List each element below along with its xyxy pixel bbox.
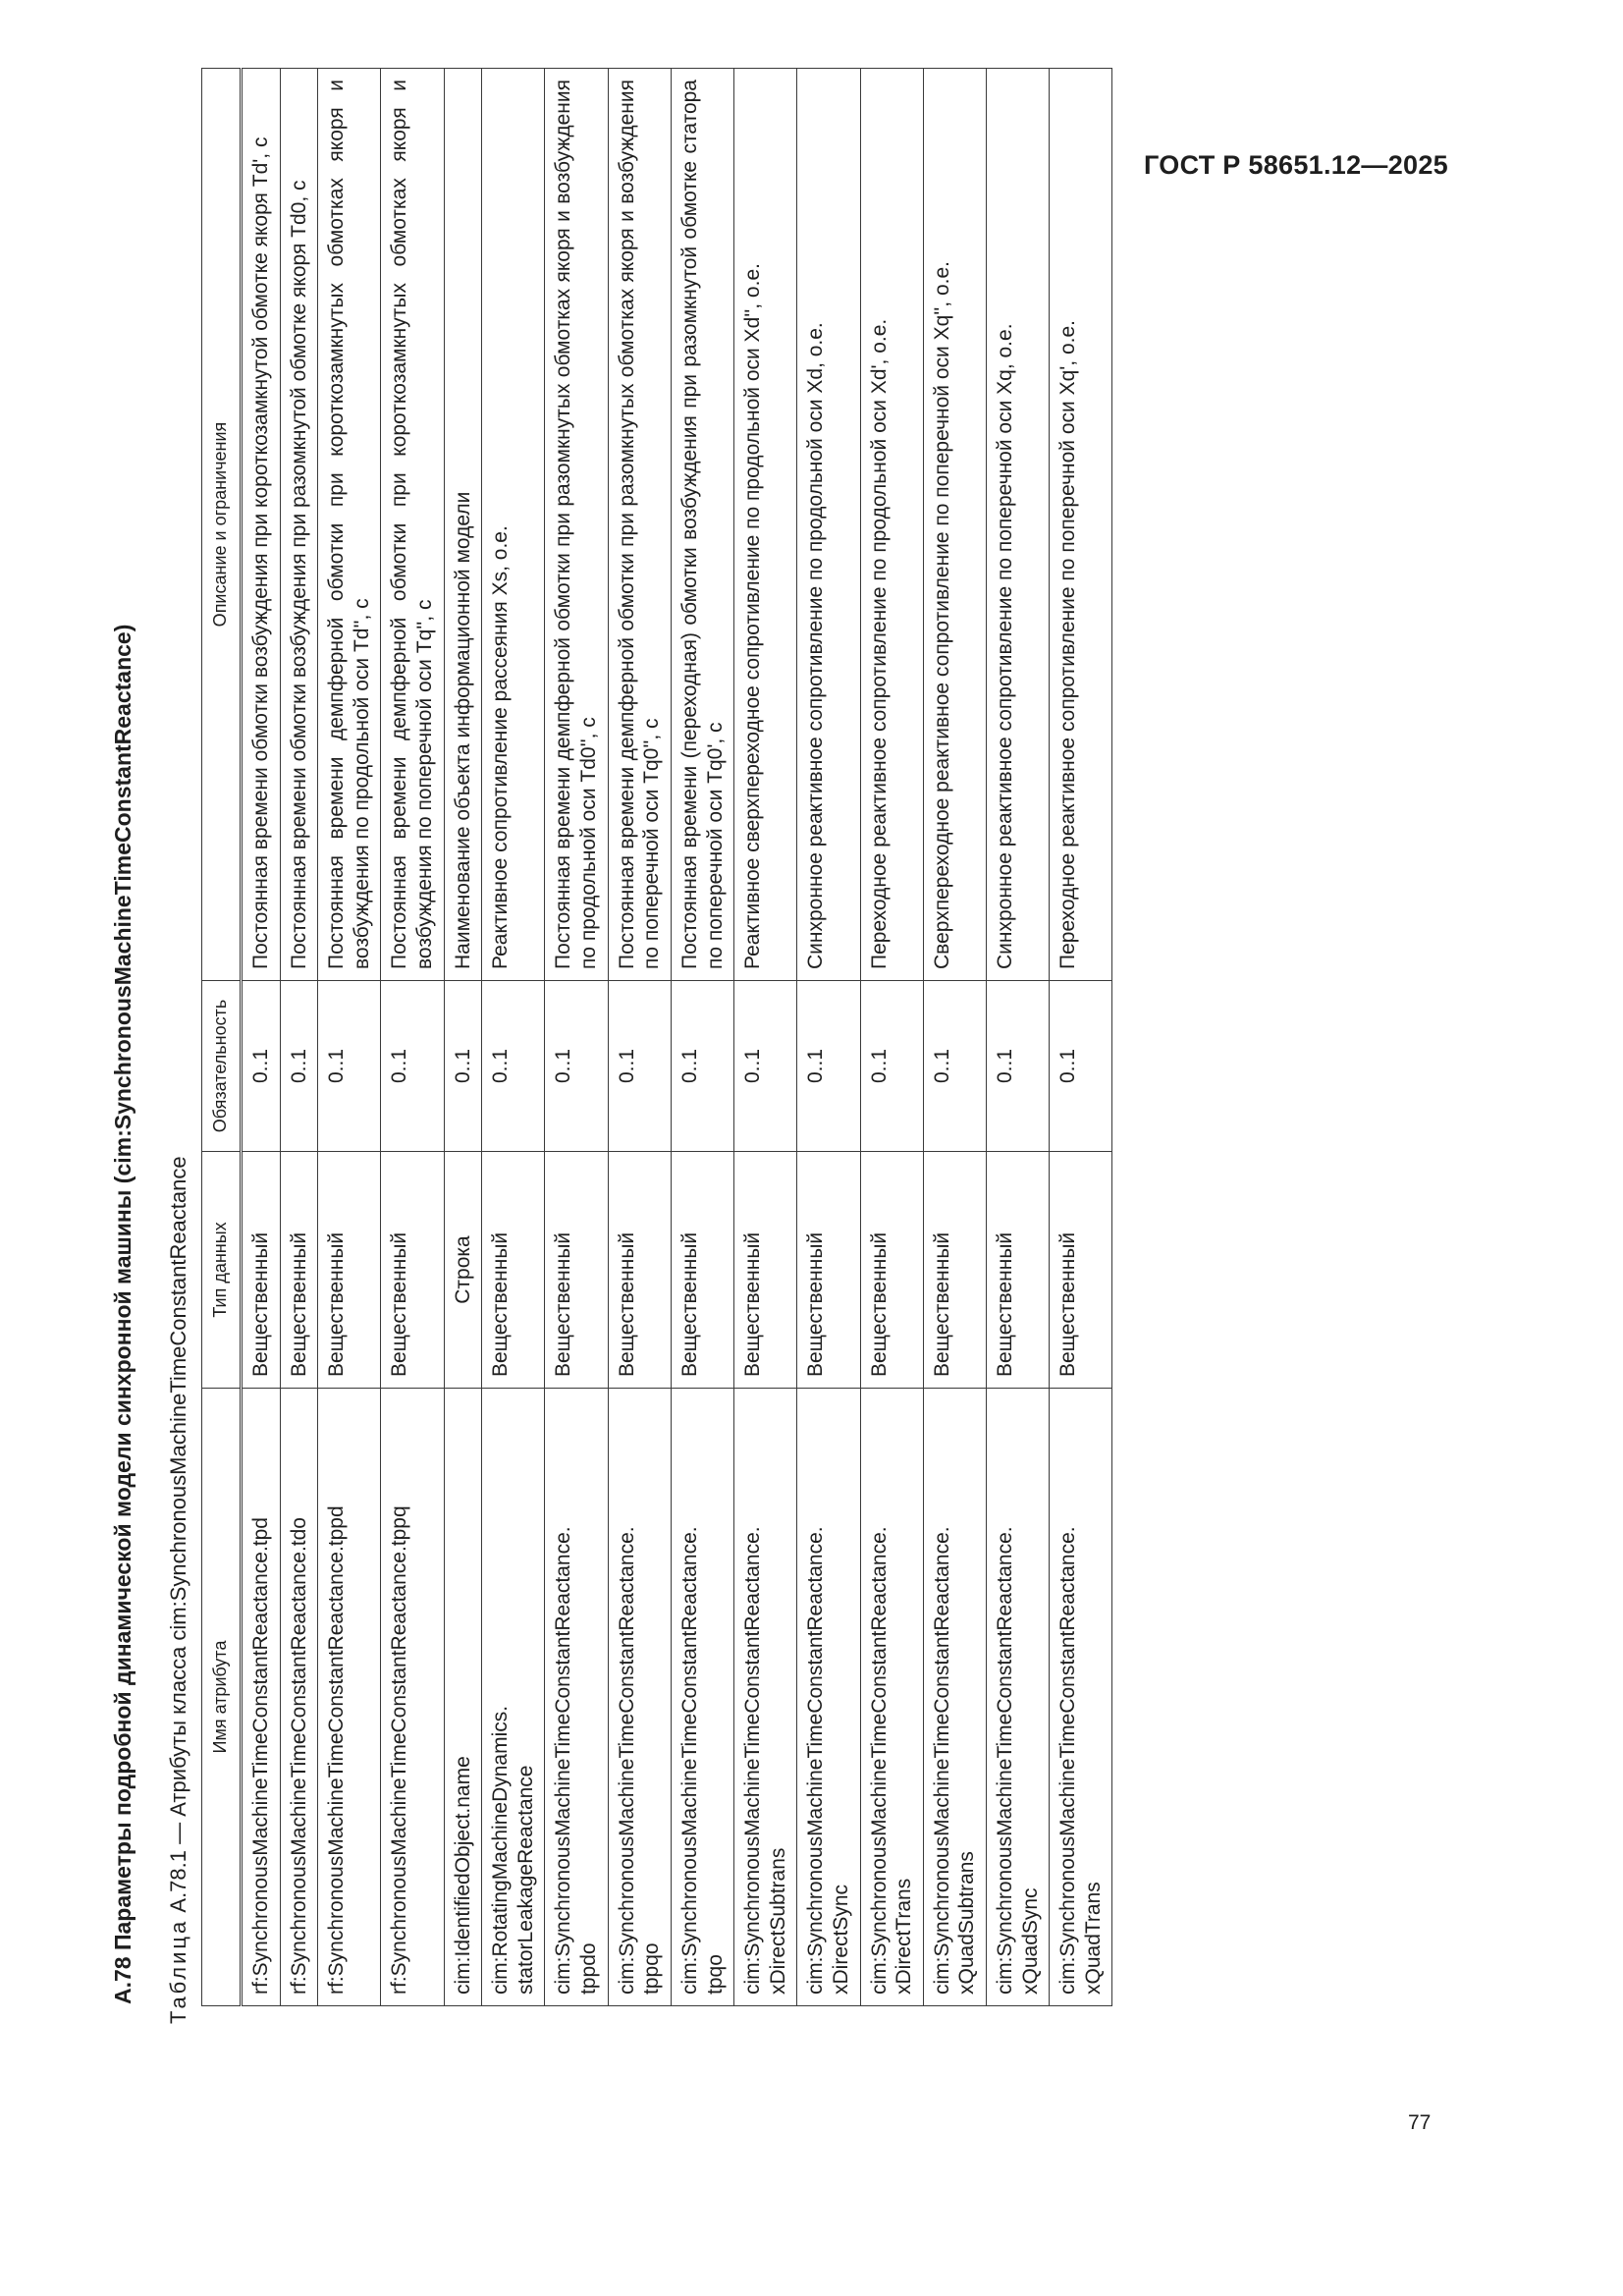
- standard-code: ГОСТ Р 58651.12—2025: [1144, 150, 1448, 180]
- table-row: [381, 69, 444, 2006]
- cell-attribute-name: cim:SynchronousMachineTimeConstantReactance. xDirectTrans: [860, 1389, 923, 2006]
- cell-data-type: Вещественный: [608, 1152, 671, 1389]
- section-title: A.78 Параметры подробной динамической модели синхронной машины (cim:SynchronousMachineTimeConstantReactance): [110, 624, 135, 2004]
- column-header-type: Тип данных: [202, 1152, 242, 1389]
- cell-description: Реактивное сверхпереходное сопротивление по продольной оси Xd'', о.е.: [734, 69, 797, 981]
- table-row: [923, 69, 986, 2006]
- table-caption-prefix: Таблица: [166, 1918, 190, 2024]
- cell-required: 0..1: [987, 981, 1050, 1152]
- cell-description: Наименование объекта информационной модели: [444, 69, 482, 981]
- attributes-table: [201, 68, 1112, 2006]
- cell-data-type: Вещественный: [280, 1152, 318, 1389]
- cell-description: Постоянная времени обмотки возбуждения при короткозамкнутой обмотке якоря Td', с: [242, 69, 281, 981]
- cell-required: 0..1: [923, 981, 986, 1152]
- table-row: [545, 69, 608, 2006]
- cell-data-type: Вещественный: [318, 1152, 381, 1389]
- cell-description: Переходное реактивное сопротивление по продольной оси Xd', о.е.: [860, 69, 923, 981]
- cell-attribute-name: rf:SynchronousMachineTimeConstantReactance.tppd: [318, 1389, 381, 2006]
- cell-attribute-name: rf:SynchronousMachineTimeConstantReactance.tpd: [242, 1389, 281, 2006]
- cell-data-type: Вещественный: [797, 1152, 860, 1389]
- cell-required: 0..1: [1050, 981, 1112, 1152]
- column-header-required: Обязательность: [202, 981, 242, 1152]
- table-body: [242, 69, 1112, 2006]
- cell-description: Постоянная времени демпферной обмотки при короткозамкнутых обмотках якоря и возбуждения по продольной оси Td'', с: [318, 69, 381, 981]
- cell-required: 0..1: [482, 981, 545, 1152]
- table-row: [671, 69, 733, 2006]
- cell-data-type: Строка: [444, 1152, 482, 1389]
- cell-description: Постоянная времени демпферной обмотки при короткозамкнутых обмотках якоря и возбуждения по поперечной оси Tq'', с: [381, 69, 444, 981]
- cell-attribute-name: cim:SynchronousMachineTimeConstantReactance. tppdo: [545, 1389, 608, 2006]
- table-row: [1050, 69, 1112, 2006]
- cell-data-type: Вещественный: [1050, 1152, 1112, 1389]
- cell-data-type: Вещественный: [923, 1152, 986, 1389]
- cell-data-type: Вещественный: [671, 1152, 733, 1389]
- cell-description: Синхронное реактивное сопротивление по поперечной оси Xq, о.е.: [987, 69, 1050, 981]
- table-header-row: [202, 69, 242, 2006]
- cell-description: Постоянная времени демпферной обмотки при разомкнутых обмотках якоря и возбуждения по продольной оси Td0'', с: [545, 69, 608, 981]
- cell-required: 0..1: [671, 981, 733, 1152]
- table-row: [318, 69, 381, 2006]
- cell-data-type: Вещественный: [381, 1152, 444, 1389]
- rotated-content: [108, 11, 1404, 2161]
- table-row: [482, 69, 545, 2006]
- cell-attribute-name: rf:SynchronousMachineTimeConstantReactance.tdo: [280, 1389, 318, 2006]
- cell-attribute-name: cim:SynchronousMachineTimeConstantReactance. xQuadTrans: [1050, 1389, 1112, 2006]
- cell-attribute-name: cim:SynchronousMachineTimeConstantReactance. xQuadSubtrans: [923, 1389, 986, 2006]
- cell-required: 0..1: [797, 981, 860, 1152]
- table-row: [734, 69, 797, 2006]
- cell-required: 0..1: [608, 981, 671, 1152]
- cell-attribute-name: rf:SynchronousMachineTimeConstantReactance.tppq: [381, 1389, 444, 2006]
- cell-required: 0..1: [545, 981, 608, 1152]
- cell-attribute-name: cim:SynchronousMachineTimeConstantReactance. xDirectSync: [797, 1389, 860, 2006]
- cell-description: Постоянная времени (переходная) обмотки возбуждения при разомкнутой обмотке статора по поперечной оси Tq0', с: [671, 69, 733, 981]
- column-header-name: Имя атрибута: [202, 1389, 242, 2006]
- cell-data-type: Вещественный: [734, 1152, 797, 1389]
- cell-attribute-name: cim:SynchronousMachineTimeConstantReactance. tppqo: [608, 1389, 671, 2006]
- cell-required: 0..1: [734, 981, 797, 1152]
- table-row: [280, 69, 318, 2006]
- cell-attribute-name: cim:RotatingMachineDynamics. statorLeakageReactance: [482, 1389, 545, 2006]
- cell-description: Переходное реактивное сопротивление по поперечной оси Xq', о.е.: [1050, 69, 1112, 981]
- table-row: [797, 69, 860, 2006]
- cell-data-type: Вещественный: [987, 1152, 1050, 1389]
- cell-attribute-name: cim:SynchronousMachineTimeConstantReactance. tpqo: [671, 1389, 733, 2006]
- table-row: [608, 69, 671, 2006]
- cell-required: 0..1: [381, 981, 444, 1152]
- table-row: [242, 69, 281, 2006]
- cell-description: Реактивное сопротивление рассеяния Xs, о.е.: [482, 69, 545, 981]
- cell-attribute-name: cim:SynchronousMachineTimeConstantReactance. xQuadSync: [987, 1389, 1050, 2006]
- cell-required: 0..1: [860, 981, 923, 1152]
- table-row: [987, 69, 1050, 2006]
- column-header-description: Описание и ограничения: [202, 69, 242, 981]
- cell-data-type: Вещественный: [242, 1152, 281, 1389]
- cell-description: Синхронное реактивное сопротивление по продольной оси Xd, о.е.: [797, 69, 860, 981]
- cell-description: Постоянная времени обмотки возбуждения при разомкнутой обмотке якоря Td0, с: [280, 69, 318, 981]
- cell-data-type: Вещественный: [545, 1152, 608, 1389]
- page-number: 77: [1408, 2111, 1432, 2134]
- cell-attribute-name: cim:SynchronousMachineTimeConstantReactance. xDirectSubtrans: [734, 1389, 797, 2006]
- cell-data-type: Вещественный: [860, 1152, 923, 1389]
- table-row: [860, 69, 923, 2006]
- table-caption-text: A.78.1 — Атрибуты класса cim:SynchronousMachineTimeConstantReactance: [166, 1156, 190, 1913]
- cell-required: 0..1: [280, 981, 318, 1152]
- table-caption: [166, 1156, 191, 2024]
- cell-required: 0..1: [444, 981, 482, 1152]
- cell-description: Сверхпереходное реактивное сопротивление по поперечной оси Xq'', о.е.: [923, 69, 986, 981]
- table-row: [444, 69, 482, 2006]
- cell-description: Постоянная времени демпферной обмотки при разомкнутых обмотках якоря и возбуждения по поперечной оси Tq0'', с: [608, 69, 671, 981]
- cell-attribute-name: cim:IdentifiedObject.name: [444, 1389, 482, 2006]
- cell-required: 0..1: [318, 981, 381, 1152]
- cell-required: 0..1: [242, 981, 281, 1152]
- cell-data-type: Вещественный: [482, 1152, 545, 1389]
